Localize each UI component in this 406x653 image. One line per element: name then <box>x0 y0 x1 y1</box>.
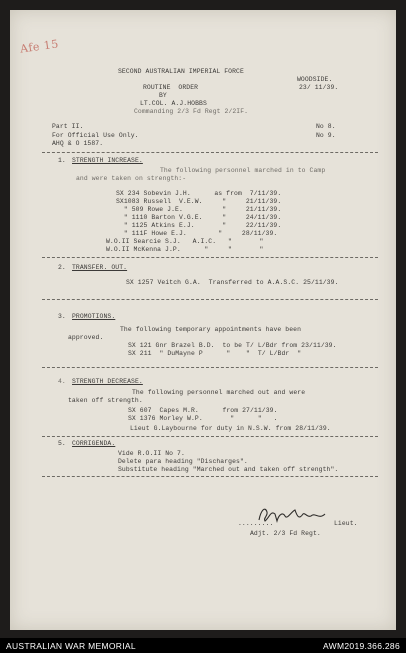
divider-top <box>42 152 378 153</box>
divider <box>42 299 378 300</box>
header-commanding: Commanding 2/3 Fd Regt 2/2IF. <box>134 108 249 115</box>
pencil-annotation: Afe 15 <box>19 37 60 56</box>
s1-row: " 1110 Barton V.G.E. " 24/11/39. <box>116 214 282 221</box>
header-location: WOODSIDE. <box>297 76 333 83</box>
s4-extra: Lieut G.Laybourne for duty in N.S.W. from 28/11/39. <box>130 425 331 432</box>
reference: AHQ & O 1587. <box>52 140 104 147</box>
s4-row: SX 1376 Morley W.P. " " . <box>128 415 278 422</box>
s3-number: 3. <box>58 313 66 320</box>
s1-title: STRENGTH INCREASE. <box>72 157 143 164</box>
header-date: 23/ 11/39. <box>299 84 339 91</box>
s1-row: W.O.II Searcie S.J. A.I.C. " " <box>106 238 264 245</box>
divider <box>42 436 378 437</box>
s1-row: " 1125 Atkins E.J. " 22/11/39. <box>116 222 282 229</box>
order-number-label: No 8. <box>316 123 336 130</box>
s1-row: SX 234 Sobevin J.H. as from 7/11/39. <box>116 190 282 197</box>
s5-line-1: Vide R.O.II No 7. <box>118 450 185 457</box>
s5-line-2: Delete para heading "Discharges". <box>118 458 248 465</box>
s2-title: TRANSFER. OUT. <box>72 264 128 271</box>
s5-line-3: Substitute heading "Marched out and taken off strength". <box>118 466 339 473</box>
footer-accession-id: AWM2019.366.286 <box>323 641 400 651</box>
s1-row: " 111F Howe E.J. " 28/11/39. <box>116 230 278 237</box>
s3-row: SX 211 " DuMayne P " " T/ L/Bdr " <box>128 350 302 357</box>
official-use: For Official Use Only. <box>52 132 139 139</box>
s1-number: 1. <box>58 157 66 164</box>
s3-row: SX 121 Gnr Brazel B.D. to be T/ L/Bdr from 23/11/39. <box>128 342 337 349</box>
header-force: SECOND AUSTRALIAN IMPERIAL FORCE <box>118 68 244 75</box>
s3-intro-2: approved. <box>68 334 104 341</box>
signature-text: Rd.Nevd <box>295 510 300 511</box>
part-label: Part II. <box>52 123 84 130</box>
header-commander: LT.COL. A.J.HOBBS <box>140 100 207 107</box>
signature-dots: ......... <box>238 520 274 527</box>
s1-row: SX1083 Russell V.E.W. " 21/11/39. <box>116 198 282 205</box>
s1-row: " 509 Rowe J.E. " 21/11/39. <box>116 206 282 213</box>
order-number: No 9. <box>316 132 336 139</box>
header-routine-order: ROUTINE ORDER <box>143 84 199 91</box>
signature-rank: Lieut. <box>334 520 358 527</box>
signature-title: Adjt. 2/3 Fd Regt. <box>250 530 321 537</box>
s5-title: CORRIGENDA. <box>72 440 116 447</box>
s3-title: PROMOTIONS. <box>72 313 116 320</box>
divider <box>42 257 378 258</box>
header-by: BY <box>159 92 167 99</box>
s1-row: W.O.II McKenna J.P. " " " <box>106 246 264 253</box>
s4-title: STRENGTH DECREASE. <box>72 378 143 385</box>
s2-line: SX 1257 Veitch G.A. Transferred to A.A.S.C. 25/11/39. <box>126 279 339 286</box>
s5-number: 5. <box>58 440 66 447</box>
divider <box>42 476 378 477</box>
s4-row: SX 607 Capes M.R. from 27/11/39. <box>128 407 278 414</box>
s4-intro-2: taken off strength. <box>68 397 143 404</box>
footer-institution: AUSTRALIAN WAR MEMORIAL <box>6 641 136 651</box>
s1-intro-2: and were taken on strength:- <box>76 175 187 182</box>
s3-intro-1: The following temporary appointments have been <box>120 326 302 333</box>
s4-number: 4. <box>58 378 66 385</box>
s2-number: 2. <box>58 264 66 271</box>
s1-intro-1: The following personnel marched in to Camp <box>160 167 326 174</box>
divider <box>42 367 378 368</box>
s4-intro-1: The following personnel marched out and were <box>132 389 306 396</box>
